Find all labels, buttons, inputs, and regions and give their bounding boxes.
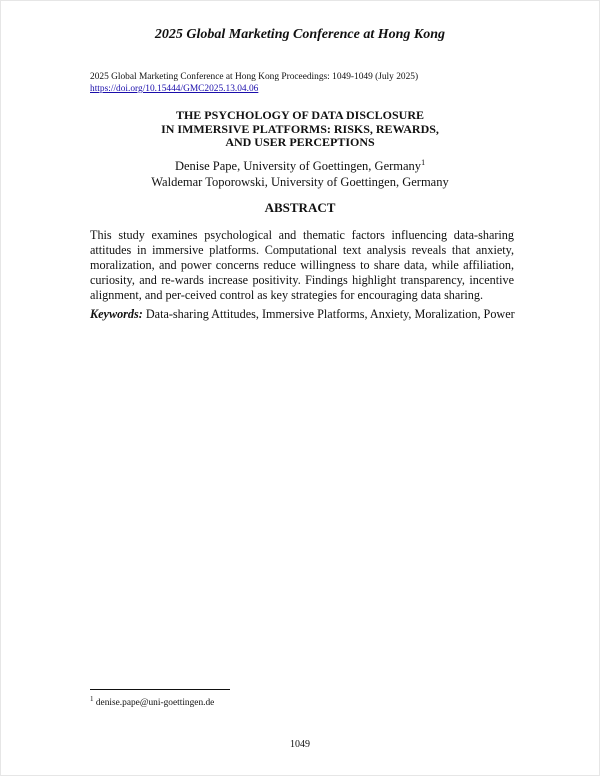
- doi-link[interactable]: https://doi.org/10.15444/GMC2025.13.04.06: [90, 84, 259, 94]
- author-name: Denise Pape, University of Goettingen, Germany: [174, 159, 422, 173]
- footnote-divider: [90, 689, 230, 690]
- title-line: AND USER PERCEPTIONS: [225, 135, 375, 149]
- proceedings-line: 2025 Global Marketing Conference at Hong Kong Proceedings: 1049-1049 (July 2025): [90, 72, 419, 82]
- citation-block: [90, 71, 510, 95]
- keywords-list: Data-sharing Attitudes, Immersive Platforms, Anxiety, Moralization, Power: [145, 307, 515, 321]
- footnote-marker: 1: [90, 694, 94, 703]
- author-list: [1, 158, 599, 190]
- page-number: 1049: [290, 739, 310, 750]
- title-line: IN IMMERSIVE PLATFORMS: RISKS, REWARDS,: [161, 121, 439, 136]
- author-line: [1, 174, 599, 190]
- footnote: [90, 694, 390, 709]
- paper-title: [1, 109, 599, 150]
- abstract-heading: ABSTRACT: [264, 200, 336, 215]
- author-line: [1, 158, 599, 174]
- keywords-label: Keywords:: [90, 307, 143, 321]
- author-name: Waldemar Toporowski, University of Goettingen, Germany: [151, 175, 449, 189]
- footnote-email: denise.pape@uni-goettingen.de: [95, 698, 215, 708]
- abstract-text: This study examines psychological and thematic factors influencing data-sharing attitudes in immersive platforms. Computational text analysis reveals that anxiety, moralization, and power concerns reduce willingness to share data, while affiliation, curiosity, and re-wards increase positivity. Findings highlight transparency, incentive alignment, and per-ceived control as key strategies for encouraging data sharing.: [90, 228, 514, 302]
- title-line: THE PSYCHOLOGY OF DATA DISCLOSURE: [175, 108, 425, 122]
- keywords: [90, 307, 520, 322]
- running-header: 2025 Global Marketing Conference at Hong Kong: [154, 27, 446, 42]
- footnote-marker: 1: [421, 157, 426, 167]
